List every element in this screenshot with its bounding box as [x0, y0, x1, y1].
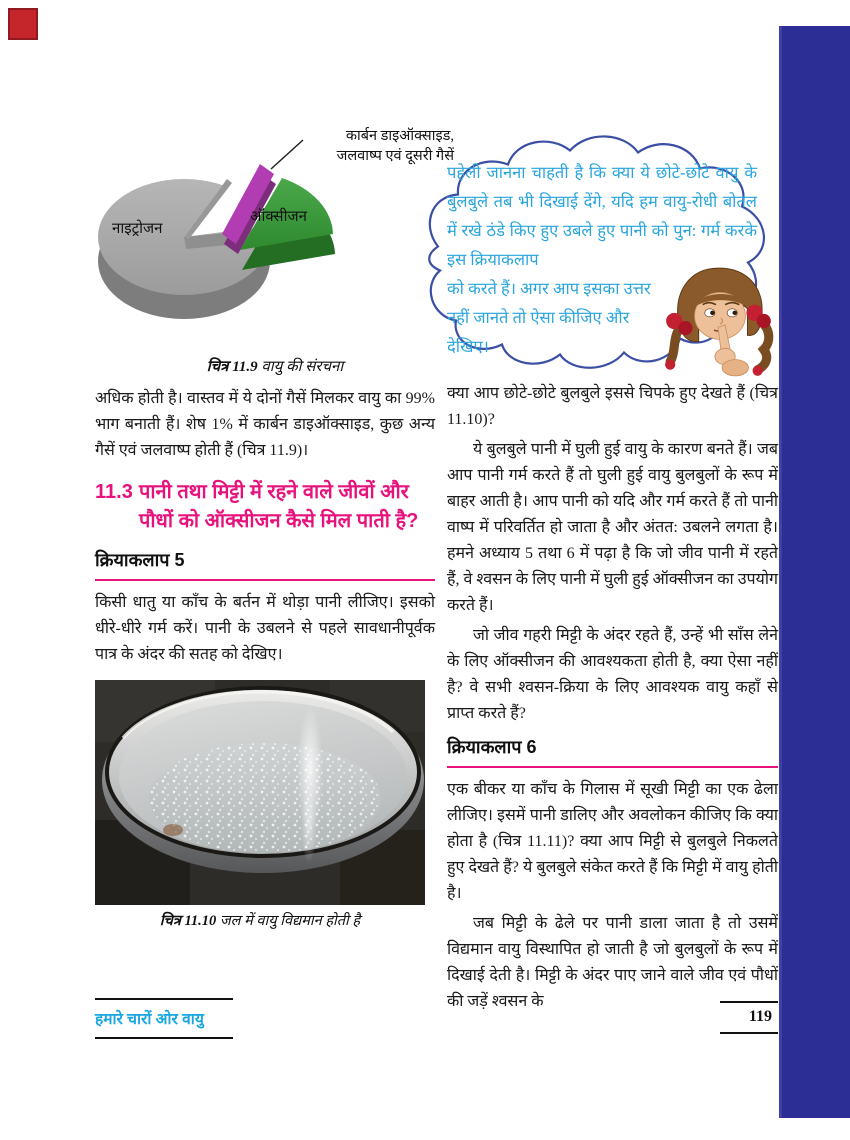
section-title: पानी तथा मिट्टी में रहने वाले जीवों और पौधों को ऑक्सीजन कैसे मिल पाती है? [139, 481, 419, 532]
activity-6-instructions: एक बीकर या काँच के गिलास में सूखी मिट्टी का एक ढेला लीजिए। इसमें पानी डालिए और अवलोकन कीजिए कि क्या होता है (चित्र 11.11)? क्या आप मिट्टी से बुलबुले निकलते हुए देखते हैं? ये बुलबुले संकेत करते हैं कि मिट्टी में वायु होती है। [447, 781, 778, 902]
section-heading-11-3 [95, 478, 435, 536]
paragraph: अधिक होती है। वास्तव में ये दोनों गैसें मिलकर वायु का 99% भाग बनाती हैं। शेष 1% में कार्बन डाइऑक्साइड, कुछ अन्य गैसें एवं जलवाष्प होती हैं (चित्र 11.9)। [95, 390, 435, 459]
figure-11-10-caption-text: जल में वायु विद्यमान होती है [216, 913, 361, 929]
activity-5-instructions: किसी धातु या काँच के बर्तन में थोड़ा पानी लीजिए। इसको धीरे-धीरे गर्म करें। पानी के उबलने से पहले सावधानीपूर्वक पात्र के अंदर की सतह को देखिए। [95, 594, 435, 663]
pie-label-oxygen: ऑक्सीजन [250, 209, 307, 225]
chapter-footer-title: हमारे चारों ओर वायु [95, 998, 233, 1039]
page-edge-bar [779, 26, 850, 1118]
paragraph: जो जीव गहरी मिट्टी के अंदर रहते हैं, उन्हें भी साँस लेने के लिए ऑक्सीजन की आवश्यकता होती है, क्या ऐसा नहीं है? वे सभी श्वसन-क्रिया के लिए आवश्यक वायु कहाँ से प्राप्त करते हैं? [447, 627, 778, 722]
figure-11-10-caption [95, 910, 425, 930]
figure-11-10-caption-label: चित्र 11.10 [159, 913, 217, 929]
pie-label-other-gases: कार्बन डाइऑक्साइड, जलवाष्प एवं दूसरी गैसें [336, 128, 454, 164]
bubble-text-part2: को करते हैं। अगर आप इसका उत्तर नहीं जानते तो ऐसा कीजिए और देखिए। [447, 279, 651, 356]
figure-11-9-air-composition [90, 122, 460, 384]
page-number: 119 [720, 1001, 778, 1034]
activity-5-heading: क्रियाकलाप 5 [95, 546, 435, 581]
left-text-column [95, 386, 435, 930]
paheli-character-illustration [658, 262, 780, 382]
figure-11-9-caption-text: वायु की संरचना [257, 359, 344, 375]
paragraph: ये बुलबुले पानी में घुली हुई वायु के कारण बनते हैं। जब आप पानी गर्म करते हैं तो घुली हुई वायु बुलबुलों के रूप में बाहर आती है। आप पानी को यदि और गर्म करते हैं तो पानी वाष्प में परिवर्तित हो जाता है और अंतत: उबलने लगता है। हमने अध्याय 5 तथा 6 में पढ़ा है कि जो जीव पानी में रहते हैं, वे श्वसन के लिए पानी में घुली हुई ऑक्सीजन का उपयोग करते हैं। [447, 441, 778, 614]
paheli-thought-bubble [420, 120, 782, 388]
chapter-color-tab [8, 8, 38, 40]
pie-label-nitrogen: नाइट्रोजन [112, 221, 163, 237]
figure-11-9-caption-label: चित्र 11.9 [206, 359, 258, 375]
section-number: 11.3 [95, 481, 133, 503]
bubble-text-part1: पहेली जानना चाहती है कि क्या ये छोटे-छोटे वायु के बुलबुले तब भी दिखाई देंगे, यदि हम वायु-रोधी बोतल में रखे ठंडे किए हुए उबले हुए पानी को पुन: गर्म करके इस क्रियाकलाप [447, 163, 757, 269]
activity-6-heading: क्रियाकलाप 6 [447, 733, 778, 768]
figure-11-9-caption [90, 356, 460, 376]
photo-pot-with-water [95, 680, 425, 905]
paragraph: क्या आप छोटे-छोटे बुलबुले इससे चिपके हुए देखते हैं (चित्र 11.10)? [447, 385, 778, 428]
right-text-column [447, 381, 778, 1019]
paragraph: जब मिट्टी के ढेले पर पानी डाला जाता है तो उसमें विद्यमान वायु विस्थापित हो जाती है जो बुलबुलों के रूप में दिखाई देती है। मिट्टी के अंदर पाए जाने वाले जीव एवं पौधों की जड़ें श्वसन के [447, 915, 778, 1010]
